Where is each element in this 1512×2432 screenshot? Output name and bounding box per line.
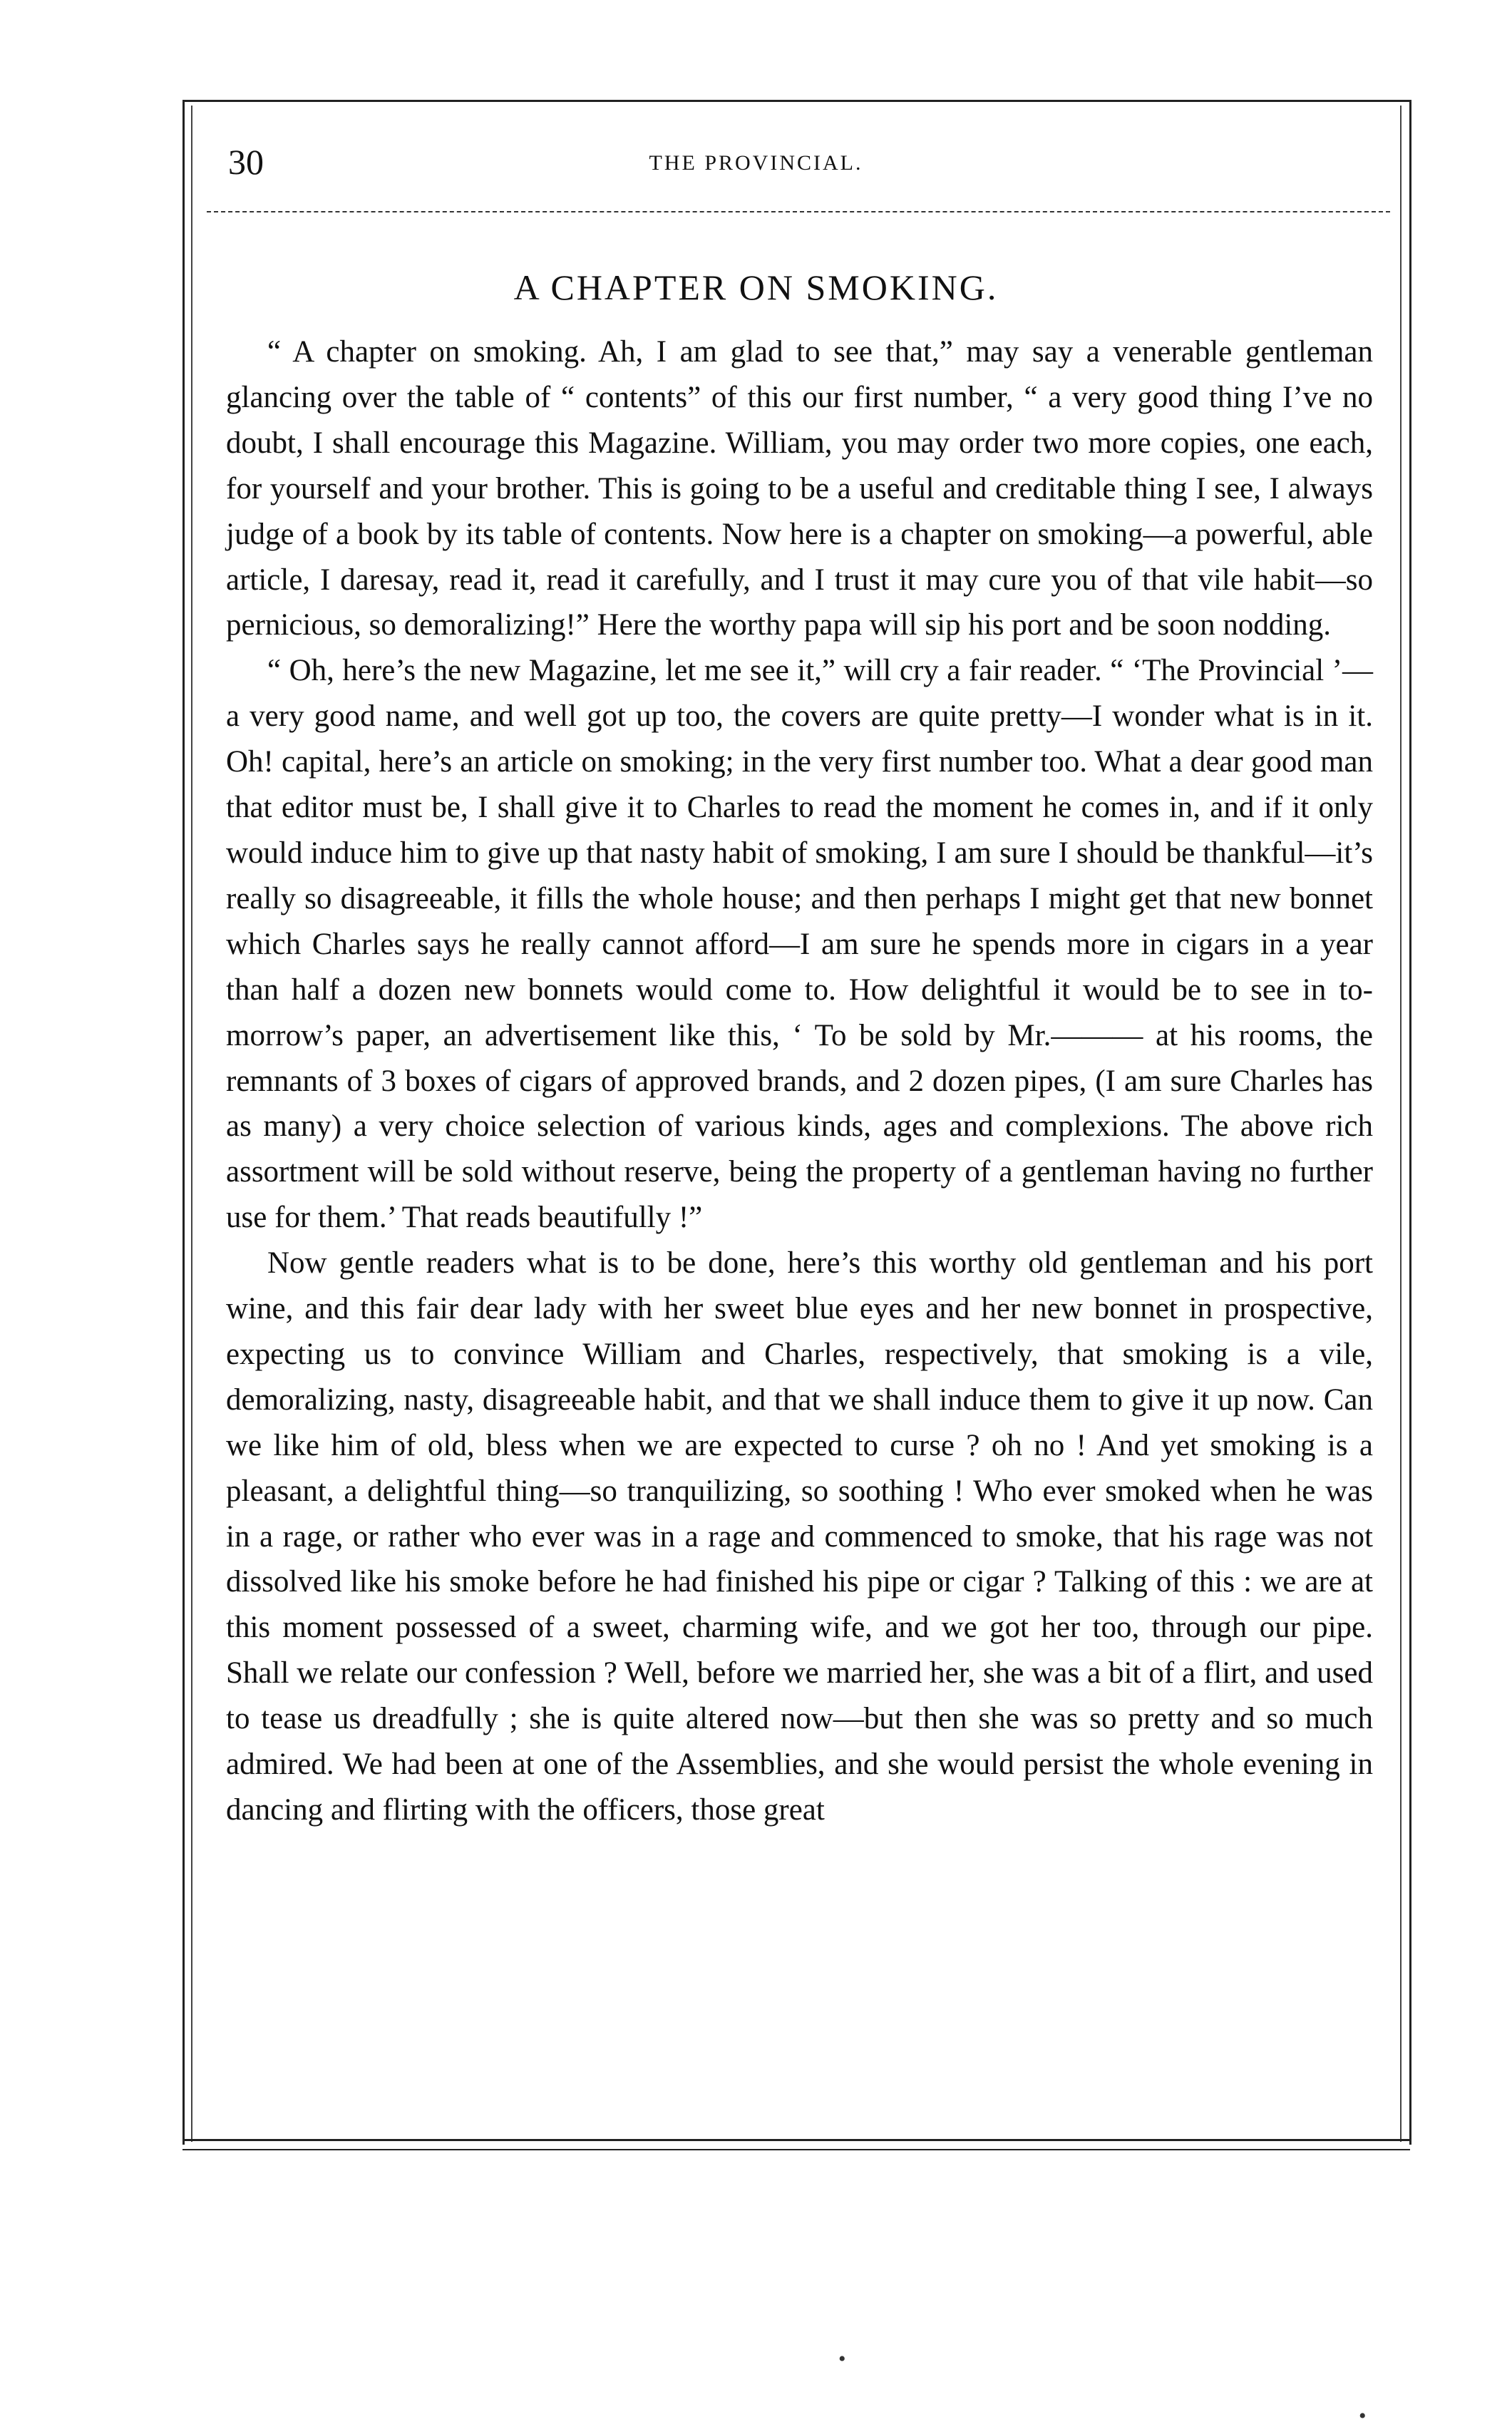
paragraph: “ A chapter on smoking. Ah, I am glad to see that,” may say a venerable gentleman glancing over the table of “ contents” of this our first number, “ a very good thing I’ve no doubt, I shall encourage this Magazine. William, you may order two more copies, one each, for yourself and your brother. This is going to be a useful and creditable thing I see, I always judge of a book by its table of contents. Now here is a chapter on smoking—a powerful, able article, I daresay, read it, read it carefully, and I trust it may cure you of that vile habit—so pernicious, so demoralizing!” Here the worthy papa will sip his port and be soon nodding.	[226, 335, 1373, 642]
header-rule	[207, 211, 1390, 212]
paragraph: Now gentle readers what is to be done, here’s this worthy old gentleman and his port wine, and this fair dear lady with her sweet blue eyes and her new bonnet in prospective, expecting us to convince William and Charles, respectively, that smoking is a vile, demoralizing, nasty, disagreeable habit, and that we shall induce them to give it up now. Can we like him of old, bless when we are expected to curse ? oh no ! And yet smoking is a pleasant, a delightful thing—so tranquilizing, so soothing ! Who ever smoked when he was in a rage, or rather who ever was in a rage and commenced to smoke, that his rage was not dissolved like his smoke before he had finished his pipe or cigar ? Talking of this : we are at this moment possessed of a sweet, charming wife, and we got her too, through our pipe. Shall we relate our confession ? Well, before we married her, she was a bit of a flirt, and used to tease us dreadfully ; she is quite altered now—but then she was so pretty and so much admired. We had been at one of the Assemblies, and she would persist the whole evening in dancing and flirting with the officers, those great	[226, 1246, 1373, 1827]
page-number: 30	[228, 142, 264, 182]
top-rule	[182, 100, 1410, 102]
stray-mark: •	[838, 2347, 846, 2371]
bottom-rule	[182, 2139, 1410, 2141]
running-head: THE PROVINCIAL.	[649, 151, 863, 175]
article-title: A CHAPTER ON SMOKING.	[513, 267, 999, 307]
article-body	[226, 329, 1373, 1833]
bottom-rule-secondary	[182, 2149, 1410, 2150]
stray-mark: •	[1359, 2404, 1367, 2428]
paragraph: “ Oh, here’s the new Magazine, let me see it,” will cry a fair reader. “ ‘The Provincial ’—a very good name, and well got up too, the covers are quite pretty—I wonder what is in it. Oh! capital, here’s an article on smoking; in the very first number too. What a dear good man that editor must be, I shall give it to Charles to read the moment he comes in, and if it only would induce him to give up that nasty habit of smoking, I am sure I should be thankful—it’s really so disagreeable, it fills the whole house; and then perhaps I might get that new bonnet which Charles says he really cannot afford—I am sure he spends more in cigars in a year than half a dozen new bonnets would come to. How delightful it would be to see in to-morrow’s paper, an advertisement like this, ‘ To be sold by Mr.——— at his rooms, the remnants of 3 boxes of cigars of approved brands, and 2 dozen pipes, (I am sure Charles has as many) a very choice selection of various kinds, ages and complexions. The above rich assortment will be sold without reserve, being the property of a gentleman having no further use for them.’ That reads beautifully !”	[226, 654, 1373, 1235]
